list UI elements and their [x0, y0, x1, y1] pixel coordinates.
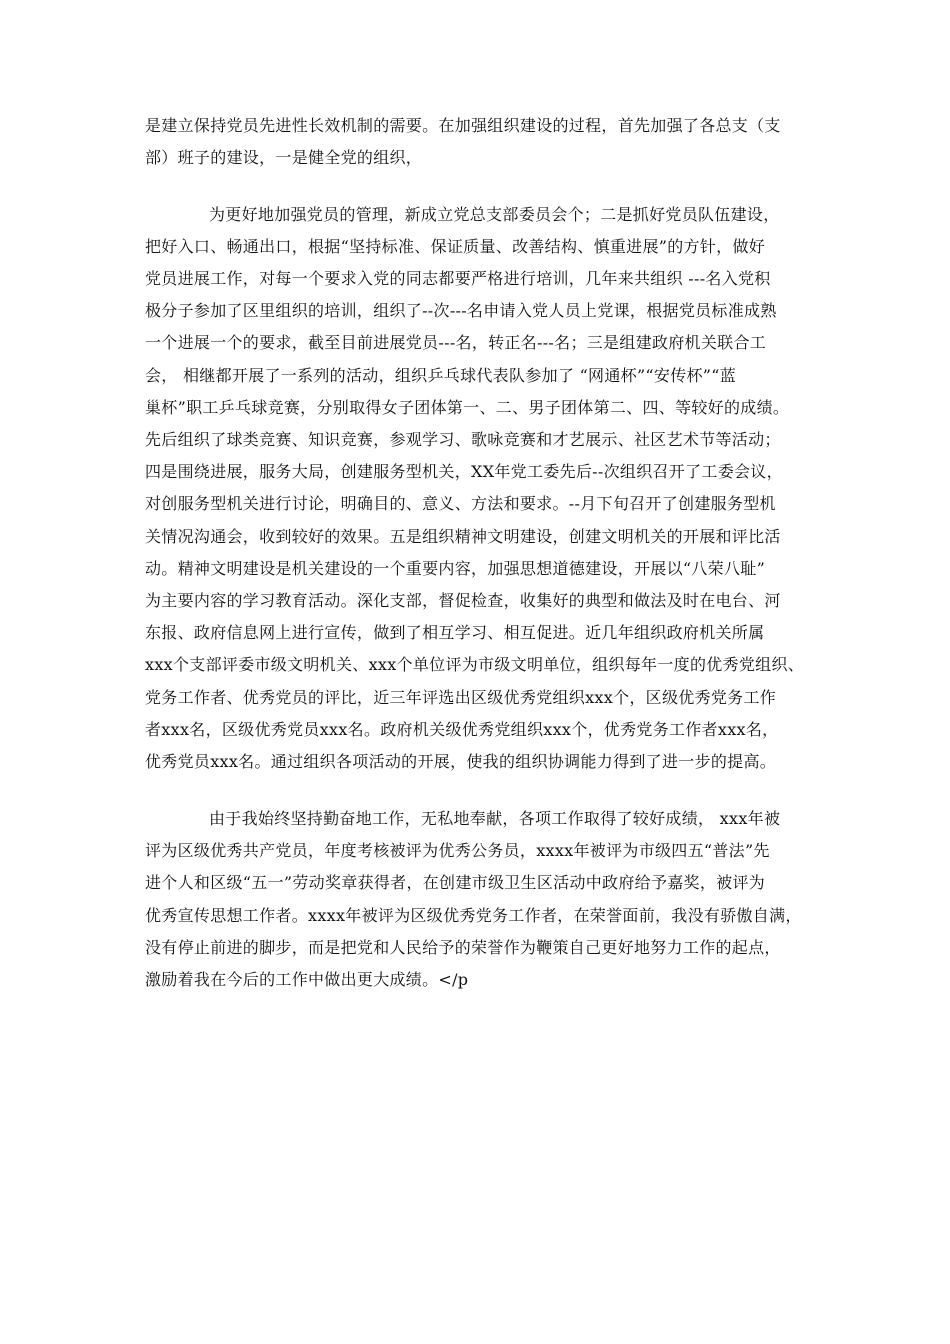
text-line: 对创服务型机关进行讨论，明确目的、意义、方法和要求。--月下旬召开了创建服务型机	[145, 494, 776, 513]
text-line: 部）班子的建设，一是健全党的组织，	[145, 148, 423, 167]
text-line: 是建立保持党员先进性长效机制的需要。在加强组织建设的过程，首先加强了各总支（支	[145, 116, 781, 135]
text-line: 优秀宣传思想工作者。xxxx年被评为区级优秀党务工作者，在荣誉面前，我没有骄傲自满，	[145, 906, 802, 925]
text-line: 进个人和区级“五一”劳动奖章获得者，在创建市级卫生区活动中政府给予嘉奖，被评为	[145, 873, 766, 892]
text-line: 关情况沟通会，收到较好的效果。五是组织精神文明建设，创建文明机关的开展和评比活	[145, 527, 781, 546]
text-line: 激励着我在今后的工作中做出更大成绩。</p	[145, 970, 469, 989]
text-line: 为主要内容的学习教育活动。深化支部，督促检查，收集好的典型和做法及时在电台、河	[145, 591, 781, 610]
text-line: 者xxx名，区级优秀党员xxx名。政府机关级优秀党组织xxx个，优秀党务工作者xxx名，	[145, 720, 779, 739]
text-line: 优秀党员xxx名。通过组织各项活动的开展，使我的组织协调能力得到了进一步的提高。	[145, 752, 777, 771]
text-line: 巢杯”职工乒乓球竞赛，分别取得女子团体第一、二、男子团体第二、四、等较好的成绩。	[145, 398, 790, 417]
text-line: 为更好地加强党员的管理，新成立党总支部委员会个；二是抓好党员队伍建设，	[209, 205, 780, 224]
text-line: 动。精神文明建设是机关建设的一个重要内容，加强思想道德建设，开展以“八荣八耻”	[145, 559, 766, 578]
text-line: 党员进展工作，对每一个要求入党的同志都要严格进行培训，几年来共组织 ---名入党积	[145, 269, 771, 288]
text-line: 由于我始终坚持勤奋地工作，无私地奉献，各项工作取得了较好成绩， xxx年被	[209, 809, 781, 828]
text-line: xxx个支部评委市级文明机关、xxx个单位评为市级文明单位，组织每年一度的优秀党组织、	[145, 655, 805, 674]
text-line: 没有停止前进的脚步，而是把党和人民给予的荣誉作为鞭策自己更好地努力工作的起点，	[145, 938, 781, 957]
text-line: 极分子参加了区里组织的培训，组织了--次---名申请入党人员上党课，根据党员标准成熟	[145, 301, 777, 320]
text-line: 评为区级优秀共产党员，年度考核被评为优秀公务员，xxxx年被评为市级四五“普法”先	[145, 841, 770, 860]
text-line: 四是围绕进展，服务大局，创建服务型机关，XX年党工委先后--次组织召开了工委会议，	[145, 462, 783, 481]
text-line: 把好入口、畅通出口，根据“坚持标准、保证质量、改善结构、慎重进展”的方针，做好	[145, 237, 766, 256]
text-line: 先后组织了球类竞赛、知识竞赛，参观学习、歌咏竞赛和才艺展示、社区艺术节等活动；	[145, 430, 781, 449]
text-line: 一个进展一个的要求，截至目前进展党员---名，转正名---名；三是组建政府机关联合工	[145, 333, 767, 352]
text-line: 党务工作者、优秀党员的评比，近三年评选出区级优秀党组织xxx个，区级优秀党务工作	[145, 688, 777, 707]
text-line: 会， 相继都开展了一系列的活动，组织乒乓球代表队参加了 “网通杯”“安传杯”“蓝	[145, 366, 737, 385]
text-line: 东报、政府信息网上进行宣传，做到了相互学习、相互促进。近几年组织政府机关所属	[145, 623, 765, 642]
